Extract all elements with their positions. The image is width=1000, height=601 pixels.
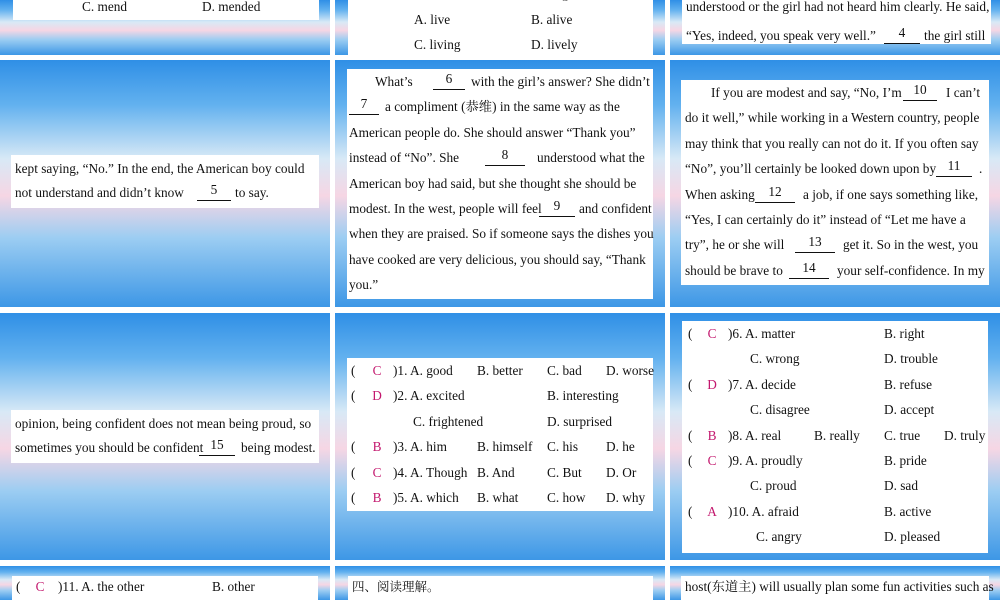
- text-line: What’s: [375, 74, 413, 89]
- blank-8: 8: [485, 145, 525, 166]
- text-line: not understand and didn’t know: [15, 185, 184, 201]
- text-line: “No”, you’ll certainly be looked down upon by: [685, 161, 937, 177]
- option-b: B. what: [477, 489, 519, 505]
- text-line: host(东道主) will usually plan some fun activities such as: [685, 579, 994, 594]
- blank-13: 13: [795, 232, 835, 253]
- option-b: B. himself: [477, 439, 533, 455]
- slide-11-card: [348, 576, 653, 600]
- text-line: kept saying, “No.” In the end, the American boy could: [15, 161, 305, 176]
- blank-6: 6: [433, 69, 465, 90]
- slide-6-card: [681, 80, 989, 285]
- question-stem: )2. A. excited: [393, 388, 465, 404]
- option-d: D. pleased: [884, 529, 941, 545]
- paren: (: [688, 326, 693, 341]
- text-line: “Yes, indeed, you speak very well.”: [686, 28, 876, 43]
- answer-4: C: [372, 464, 382, 480]
- answer-7: D: [707, 376, 717, 392]
- blank-9: 9: [539, 196, 575, 217]
- text-line: American boy had said, but she thought she should be: [349, 175, 637, 191]
- blank-4: 4: [884, 23, 920, 44]
- text-line: may think that you really can not do it. If you often say: [685, 135, 979, 151]
- slide-8-card: [347, 358, 653, 511]
- slide-12: [670, 566, 1000, 600]
- question-2: [347, 383, 653, 408]
- answer-10: A: [707, 503, 717, 519]
- question-stem: )4. A. Though: [393, 464, 468, 480]
- question-4: [347, 460, 653, 485]
- option-d: D. accept: [884, 402, 935, 418]
- text-line: a compliment (恭维) in the same way as the: [385, 99, 620, 115]
- text-line: opinion, being confident does not mean being proud, so: [15, 416, 312, 431]
- blank-14: 14: [789, 258, 829, 279]
- slide-9-card: [682, 321, 988, 553]
- text-line: try”, he or she will: [685, 237, 785, 253]
- blank-10: 10: [903, 80, 937, 101]
- slide-5: [335, 60, 665, 307]
- paren: (: [351, 388, 356, 404]
- blank-15: 15: [199, 435, 235, 456]
- slide-2-card: [348, 0, 653, 55]
- slide-5-card: [347, 69, 653, 299]
- question-stem: )9. A. proudly: [728, 452, 803, 468]
- question-10-cont: [682, 524, 988, 549]
- question-11: [12, 576, 318, 601]
- text-line: a job, if one says something like,: [803, 186, 979, 202]
- text-line: being modest.: [241, 440, 316, 456]
- question-5: [347, 485, 653, 510]
- text-line: with the girl’s answer? She didn’t: [471, 74, 650, 89]
- option-c: C. mend: [82, 0, 128, 14]
- question-6-cont: [682, 346, 988, 371]
- option-d: D. truly: [944, 427, 986, 443]
- paren: (: [351, 439, 356, 455]
- option-d: D. sad: [884, 478, 918, 494]
- paren: (: [688, 503, 693, 519]
- blank-7: 7: [349, 94, 379, 115]
- option-d: D. surprised: [547, 413, 612, 429]
- text-line: get it. So in the west, you: [843, 237, 979, 253]
- option-d: D. he: [606, 439, 635, 455]
- option-c: C. his: [547, 439, 579, 455]
- slide-4: [0, 60, 330, 307]
- text-line: .: [979, 161, 983, 177]
- option-d: D. why: [606, 489, 646, 505]
- option-b: B. alive: [531, 12, 573, 27]
- question-stem: )6. A. matter: [728, 326, 796, 341]
- question-2-cont: [347, 409, 653, 434]
- slide-8: [335, 313, 665, 560]
- answer-5: B: [372, 489, 382, 505]
- text-line: and confident: [579, 200, 652, 216]
- text-line: have cooked are very delicious, you should say, “Thank: [349, 251, 646, 267]
- slide-1: [0, 0, 330, 55]
- option-c: C. bad: [547, 363, 582, 378]
- option-b: B. really: [814, 427, 860, 443]
- text-line: when they are praised. So if someone says the dishes you: [349, 226, 654, 242]
- text-line: you.”: [349, 277, 379, 293]
- answer-11: C: [35, 579, 45, 594]
- paren: (: [688, 452, 693, 468]
- option-d: D. worse: [606, 363, 655, 378]
- option-d: D. lively: [531, 37, 578, 52]
- text-line: When asking: [685, 186, 755, 202]
- paren: (: [16, 579, 21, 594]
- text-line: “Yes, I can certainly do it” instead of “Let me have a: [685, 211, 966, 227]
- text-line: the girl still: [924, 28, 986, 43]
- question-stem: )8. A. real: [728, 427, 782, 443]
- slide-10: [0, 566, 330, 600]
- question-7-cont: [682, 397, 988, 422]
- question-stem: )1. A. good: [393, 363, 453, 378]
- answer-3: B: [372, 439, 382, 455]
- answer-8: B: [707, 427, 717, 443]
- slide-1-card: [13, 0, 319, 20]
- question-7: [682, 372, 988, 397]
- blank-12: 12: [755, 182, 795, 203]
- paren: (: [351, 464, 356, 480]
- text-line: understood or the girl had not heard him clearly. He said,: [686, 0, 990, 14]
- slide-4-card: [11, 155, 319, 208]
- text-line: sometimes you should be confident: [15, 440, 204, 456]
- slide-2: [335, 0, 665, 55]
- option-a: A. live: [414, 12, 451, 27]
- text-line: to say.: [235, 185, 269, 201]
- option-c: C. how: [547, 489, 586, 505]
- text-line: American people do. She should answer “Thank you”: [349, 124, 636, 140]
- text-line: If you are modest and say, “No, I’m: [711, 85, 902, 100]
- question-1: [347, 358, 653, 383]
- option-c: C. proud: [750, 478, 797, 494]
- text-line: understood what the: [537, 150, 645, 166]
- option-b: B. other: [212, 579, 255, 594]
- option-b: B. interesting: [547, 388, 619, 404]
- option-d: D. Or: [606, 464, 637, 480]
- question-stem: )7. A. decide: [728, 376, 796, 392]
- slide-3: [670, 0, 1000, 55]
- option-b: B. And: [477, 464, 515, 480]
- question-stem: )5. A. which: [393, 489, 459, 505]
- option-b: B. pride: [884, 452, 927, 468]
- question-stem: )10. A. afraid: [728, 503, 799, 519]
- question-10: [682, 499, 988, 524]
- text-line: your self-confidence. In my: [837, 262, 985, 278]
- text-line: modest. In the west, people will feel: [349, 200, 542, 216]
- section-heading: 四、阅读理解。: [352, 579, 440, 594]
- option-b: B. refuse: [884, 376, 932, 392]
- option-b: B. better: [477, 363, 523, 378]
- question-stem: )11. A. the other: [58, 579, 145, 594]
- slide-12-card: [681, 576, 994, 600]
- slide-11: [335, 566, 665, 600]
- option-c: C. frightened: [413, 413, 484, 429]
- slide-9: [670, 313, 1000, 560]
- option-c: C. true: [884, 427, 921, 443]
- blank-5: 5: [197, 180, 231, 201]
- option-c: C. angry: [756, 529, 802, 545]
- question-stem: )3. A. him: [393, 439, 447, 455]
- option-d: D. trouble: [884, 351, 938, 367]
- question-8: [682, 423, 988, 448]
- option-b: B. active: [884, 503, 932, 519]
- paren: (: [688, 376, 693, 392]
- slide-7-card: [11, 410, 319, 463]
- answer-2: D: [372, 388, 382, 404]
- text-line: do it well,” while working in a Western country, people: [685, 110, 980, 126]
- answer-6: C: [707, 326, 717, 341]
- question-3: [347, 434, 653, 459]
- option-c: C. living: [414, 37, 461, 52]
- slide-3-card: [682, 0, 991, 44]
- option-b: B. right: [884, 326, 925, 341]
- slide-7: [0, 313, 330, 560]
- text-line: I can’t: [946, 85, 981, 100]
- question-9-cont: [682, 473, 988, 498]
- option-c: C. But: [547, 464, 582, 480]
- question-6: [682, 321, 988, 346]
- answer-9: C: [707, 452, 717, 468]
- paren: (: [351, 363, 356, 378]
- option-c: C. disagree: [750, 402, 810, 418]
- option-d: D. mended: [202, 0, 261, 14]
- paren: (: [688, 427, 693, 443]
- blank-11: 11: [936, 156, 972, 177]
- paren: (: [351, 489, 356, 505]
- option-c: C. wrong: [750, 351, 800, 367]
- answer-1: C: [372, 363, 382, 378]
- text-line: instead of “No”. She: [349, 150, 460, 166]
- slide-10-card: [12, 576, 318, 600]
- question-9: [682, 448, 988, 473]
- text-line: should be brave to: [685, 262, 783, 278]
- slide-6: [670, 60, 1000, 307]
